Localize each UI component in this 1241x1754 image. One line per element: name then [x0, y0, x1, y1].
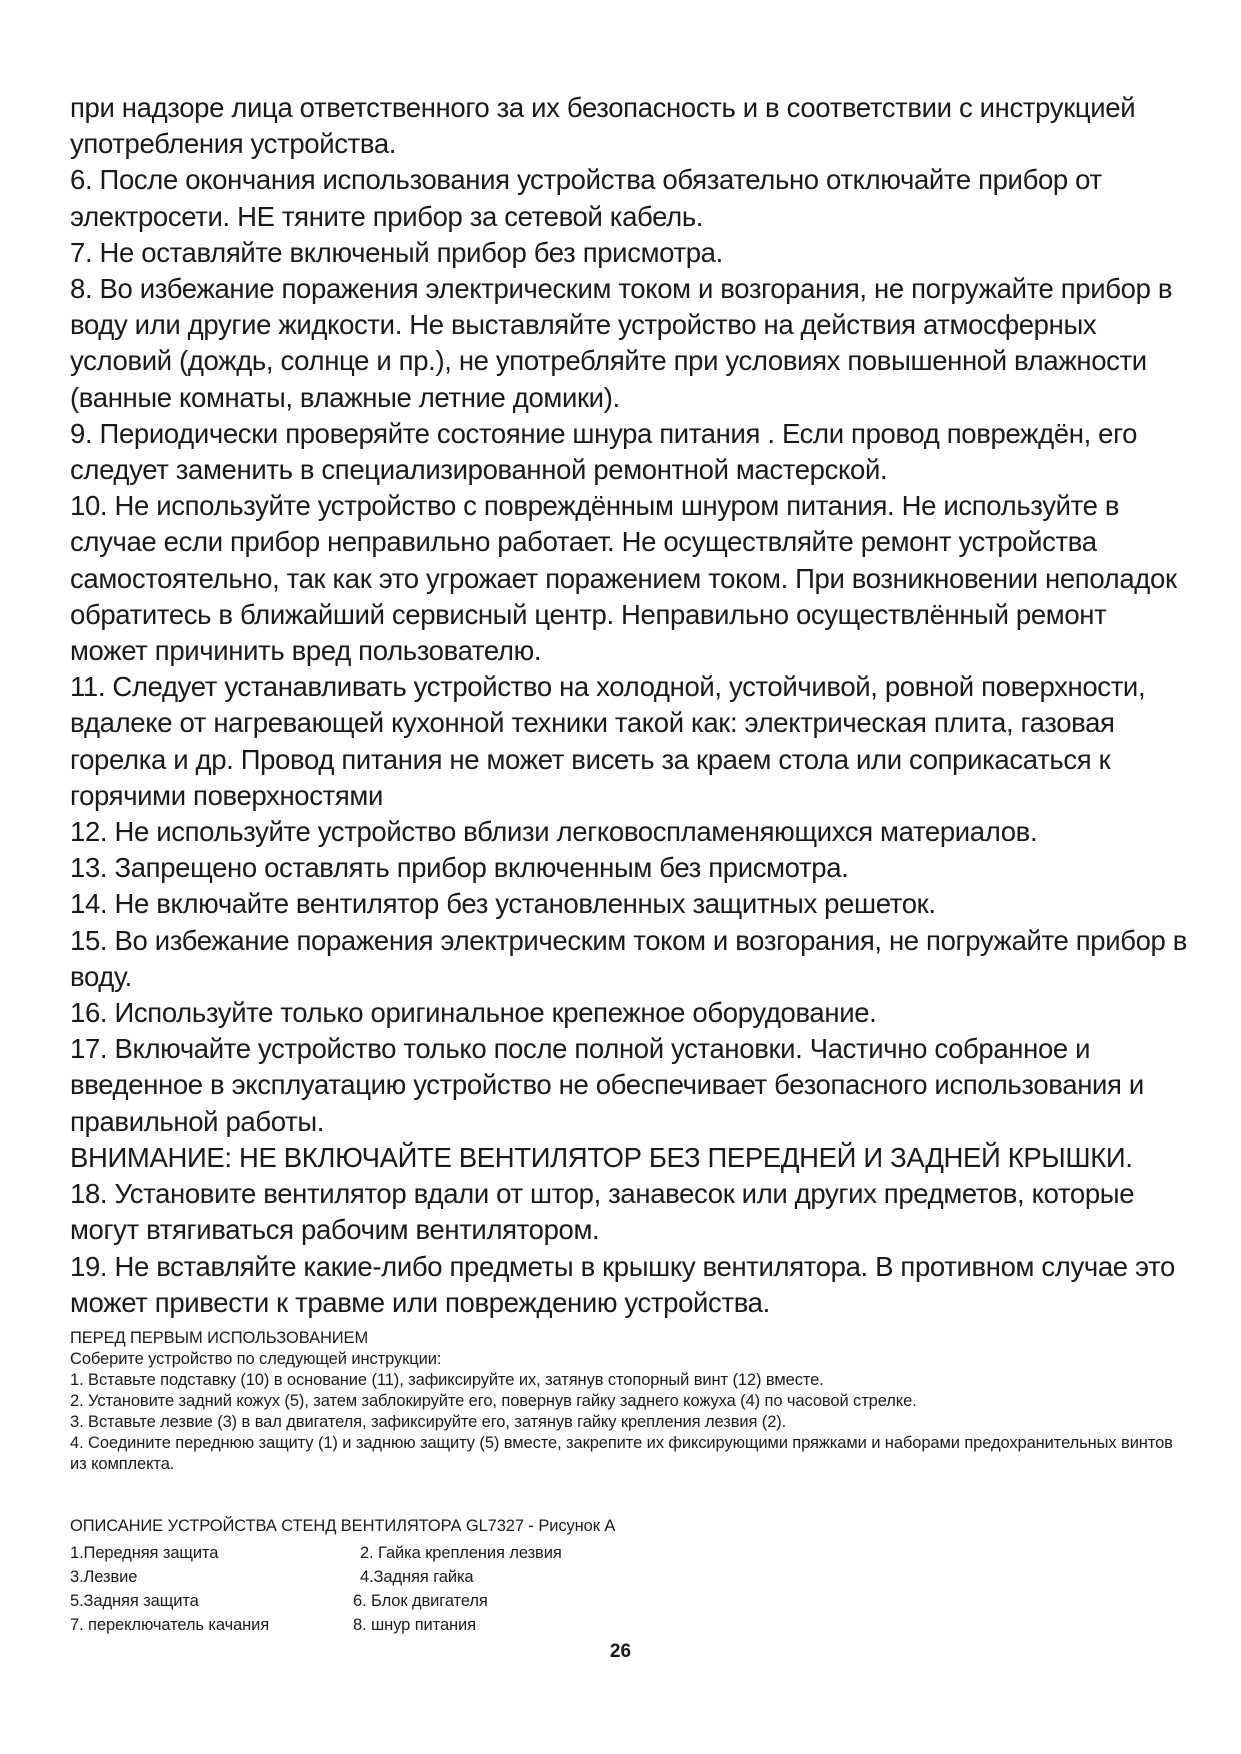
safety-item-9: 9. Периодически проверяйте состояние шнура питания . Если провод повреждён, его следует заменить в специализированной ремонтной мастерской. [70, 417, 1138, 486]
part-item: 8. шнур питания [353, 1616, 476, 1634]
before-use-section [70, 1328, 1190, 1475]
part-item: 4.Задняя гайка [360, 1568, 474, 1586]
safety-item-7: 7. Не оставляйте включеный прибор без присмотра. [70, 236, 723, 268]
safety-instructions [70, 90, 1190, 1321]
safety-item-16: 16. Используйте только оригинальное крепежное оборудование. [70, 997, 877, 1029]
safety-item-17: 17. Включайте устройство только после полной установки. Частично собранное и введенное в эксплуатацию устройство не обеспечивает безопасного использования и правильной работы. [70, 1033, 1144, 1137]
description-heading: ОПИСАНИЕ УСТРОЙСТВА СТЕНД ВЕНТИЛЯТОРА GL7327 - Рисунок А [70, 1517, 616, 1535]
warning-line: ВНИМАНИЕ: НЕ ВКЛЮЧАЙТЕ ВЕНТИЛЯТОР БЕЗ ПЕРЕДНЕЙ И ЗАДНЕЙ КРЫШКИ. [70, 1141, 1133, 1173]
safety-item-14: 14. Не включайте вентилятор без установленных защитных решеток. [70, 888, 936, 920]
parts-row [70, 1565, 770, 1589]
safety-item-8: 8. Во избежание поражения электрическим током и возгорания, не погружайте прибор в воду или другие жидкости. Не выставляйте устройство на действия атмосферных условий (дождь, солнце и пр.), не употребляйте при условиях повышенной влажности (ванные комнаты, влажные летние домики). [70, 273, 1173, 413]
before-use-heading: ПЕРЕД ПЕРВЫМ ИСПОЛЬЗОВАНИЕМ [70, 1329, 369, 1347]
assembly-step-2: 2. Установите задний кожух (5), затем заблокируйте его, повернув гайку заднего кожуха (4) по часовой стрелке. [70, 1392, 917, 1410]
parts-row [70, 1613, 770, 1637]
parts-row [70, 1589, 770, 1613]
before-use-intro: Соберите устройство по следующей инструкции: [70, 1350, 442, 1368]
assembly-step-4: 4. Соедините переднюю защиту (1) и заднюю защиту (5) вместе, закрепите их фиксирующими пряжками и наборами предохранительных винтов из комплекта. [70, 1434, 1173, 1473]
part-item: 5.Задняя защита [70, 1592, 199, 1610]
safety-item-15: 15. Во избежание поражения электрическим током и возгорания, не погружайте прибор в воду. [70, 924, 1188, 992]
safety-item-6: 6. После окончания использования устройства обязательно отключайте прибор от электросети. НЕ тяните прибор за сетевой кабель. [70, 164, 1102, 232]
part-item: 6. Блок двигателя [353, 1592, 488, 1610]
safety-item-13: 13. Запрещено оставлять прибор включенным без присмотра. [70, 852, 849, 884]
page-number: 26 [609, 1641, 632, 1662]
assembly-step-1: 1. Вставьте подставку (10) в основание (11), зафиксируйте их, затянув стопорный винт (12) вместе. [70, 1371, 824, 1389]
safety-item-12: 12. Не используйте устройство вблизи легковоспламеняющихся материалов. [70, 816, 1038, 848]
part-item: 7. переключатель качания [70, 1616, 270, 1634]
description-heading-block [70, 1516, 1190, 1537]
safety-item-11: 11. Следует устанавливать устройство на холодной, устойчивой, ровной поверхности, вдалеке от нагревающей кухонной техники такой как: электрическая плита, газовая горелка и др. Провод питания не может висеть за краем стола или соприкасаться к горячими поверхностями [70, 671, 1146, 811]
paragraph-continuation: при надзоре лица ответственного за их безопасность и в соответствии с инструкцией употребления устройства. [70, 92, 1136, 160]
part-item: 1.Передняя защита [70, 1544, 219, 1562]
part-item: 2. Гайка крепления лезвия [360, 1544, 562, 1562]
parts-list [70, 1541, 770, 1637]
safety-item-18: 18. Установите вентилятор вдали от штор, занавесок или других предметов, которые могут втягиваться рабочим вентилятором. [70, 1178, 1135, 1246]
safety-item-10: 10. Не используйте устройство с повреждённым шнуром питания. Не используйте в случае если прибор неправильно работает. Не осуществляйте ремонт устройства самостоятельно, так как это угрожает поражением током. При возникновении неполадок обратитесь в ближайший сервисный центр. Неправильно осуществлённый ремонт может причинить вред пользователю. [70, 490, 1177, 667]
part-item: 3.Лезвие [70, 1568, 138, 1586]
parts-row [70, 1541, 770, 1565]
assembly-step-3: 3. Вставьте лезвие (3) в вал двигателя, зафиксируйте его, затянув гайку крепления лезвия (2). [70, 1413, 787, 1431]
safety-item-19: 19. Не вставляйте какие-либо предметы в крышку вентилятора. В противном случае это может привести к травме или повреждению устройства. [70, 1250, 1175, 1318]
